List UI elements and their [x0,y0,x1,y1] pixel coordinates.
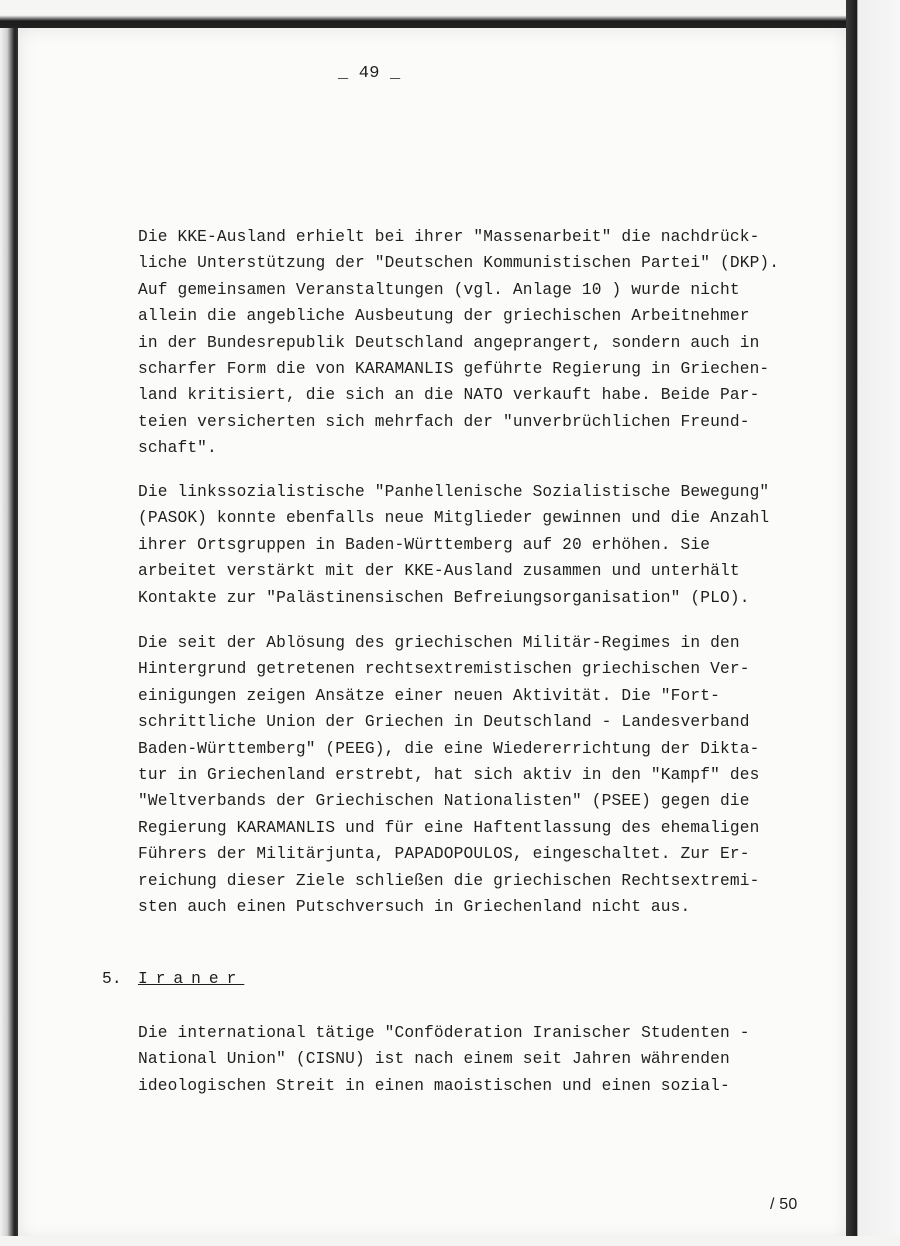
text-line: schrittliche Union der Griechen in Deutschland - Landesverband [138,713,750,732]
text-line: arbeitet verstärkt mit der KKE-Ausland zusammen und unterhält [138,562,740,581]
paragraph-pasok [138,479,838,611]
text-line: land kritisiert, die sich an die NATO verkauft habe. Beide Par- [138,386,760,405]
text-line: liche Unterstützung der "Deutschen Kommunistischen Partei" (DKP). [138,254,780,273]
paragraph-rechtsextrem [138,630,838,920]
text-line: (PASOK) konnte ebenfalls neue Mitglieder gewinnen und die Anzahl [138,509,770,528]
text-line: Baden-Württemberg" (PEEG), die eine Wiedererrichtung der Dikta- [138,739,760,758]
text-line: Die international tätige "Conföderation Iranischer Studenten - [138,1024,750,1042]
text-line: in der Bundesrepublik Deutschland angeprangert, sondern auch in [138,333,760,352]
text-line: Regierung KARAMANLIS und für eine Haftentlassung des ehemaligen [138,818,760,837]
scan-edge-top [0,0,900,28]
text-line: National Union" (CISNU) ist nach einem seit Jahren währenden [138,1050,730,1069]
text-line: ihrer Ortsgruppen in Baden-Württemberg auf 20 erhöhen. Sie [138,535,711,554]
text-line: scharfer Form die von KARAMANLIS geführte Regierung in Griechen- [138,360,770,379]
text-line: schaft". [138,439,217,458]
text-line: sten auch einen Putschversuch in Griechenland nicht aus. [138,898,691,917]
text-line: Die KKE-Ausland erhielt bei ihrer "Massenarbeit" die nachdrück- [138,228,760,246]
text-line: Kontakte zur "Palästinensischen Befreiungsorganisation" (PLO). [138,588,750,607]
section-title: Iraner [138,970,245,988]
section-number: 5. [102,970,122,988]
text-line: Auf gemeinsamen Veranstaltungen (vgl. Anlage 10 ) wurde nicht [138,280,740,299]
text-line: ideologischen Streit in einen maoistischen und einen sozial- [138,1076,730,1095]
text-line: einigungen zeigen Ansätze einer neuen Aktivität. Die "Fort- [138,686,720,705]
text-line: Die linkssozialistische "Panhellenische Sozialistische Bewegung" [138,483,770,501]
scan-edge-right [846,0,900,1246]
text-line: "Weltverbands der Griechischen Nationalisten" (PSEE) gegen die [138,792,750,811]
next-page-reference: / 50 [770,1196,798,1213]
text-line: Führers der Militärjunta, PAPADOPOULOS, eingeschaltet. Zur Er- [138,845,750,864]
text-line: tur in Griechenland erstrebt, hat sich aktiv in den "Kampf" des [138,766,760,785]
text-line: reichung dieser Ziele schließen die griechischen Rechtsextremi- [138,871,760,890]
scan-edge-left [0,28,18,1238]
text-line: allein die angebliche Ausbeutung der griechischen Arbeitnehmer [138,307,750,326]
text-line: Hintergrund getretenen rechtsextremistischen griechischen Ver- [138,660,750,679]
paragraph-kke-ausland [138,224,838,462]
text-line: Die seit der Ablösung des griechischen Militär-Regimes in den [138,634,740,652]
text-line: teien versicherten sich mehrfach der "unverbrüchlichen Freund- [138,412,750,431]
page-number: _ 49 _ [338,64,401,83]
scan-edge-bottom [0,1236,900,1246]
paragraph-cisnu [138,1020,838,1099]
